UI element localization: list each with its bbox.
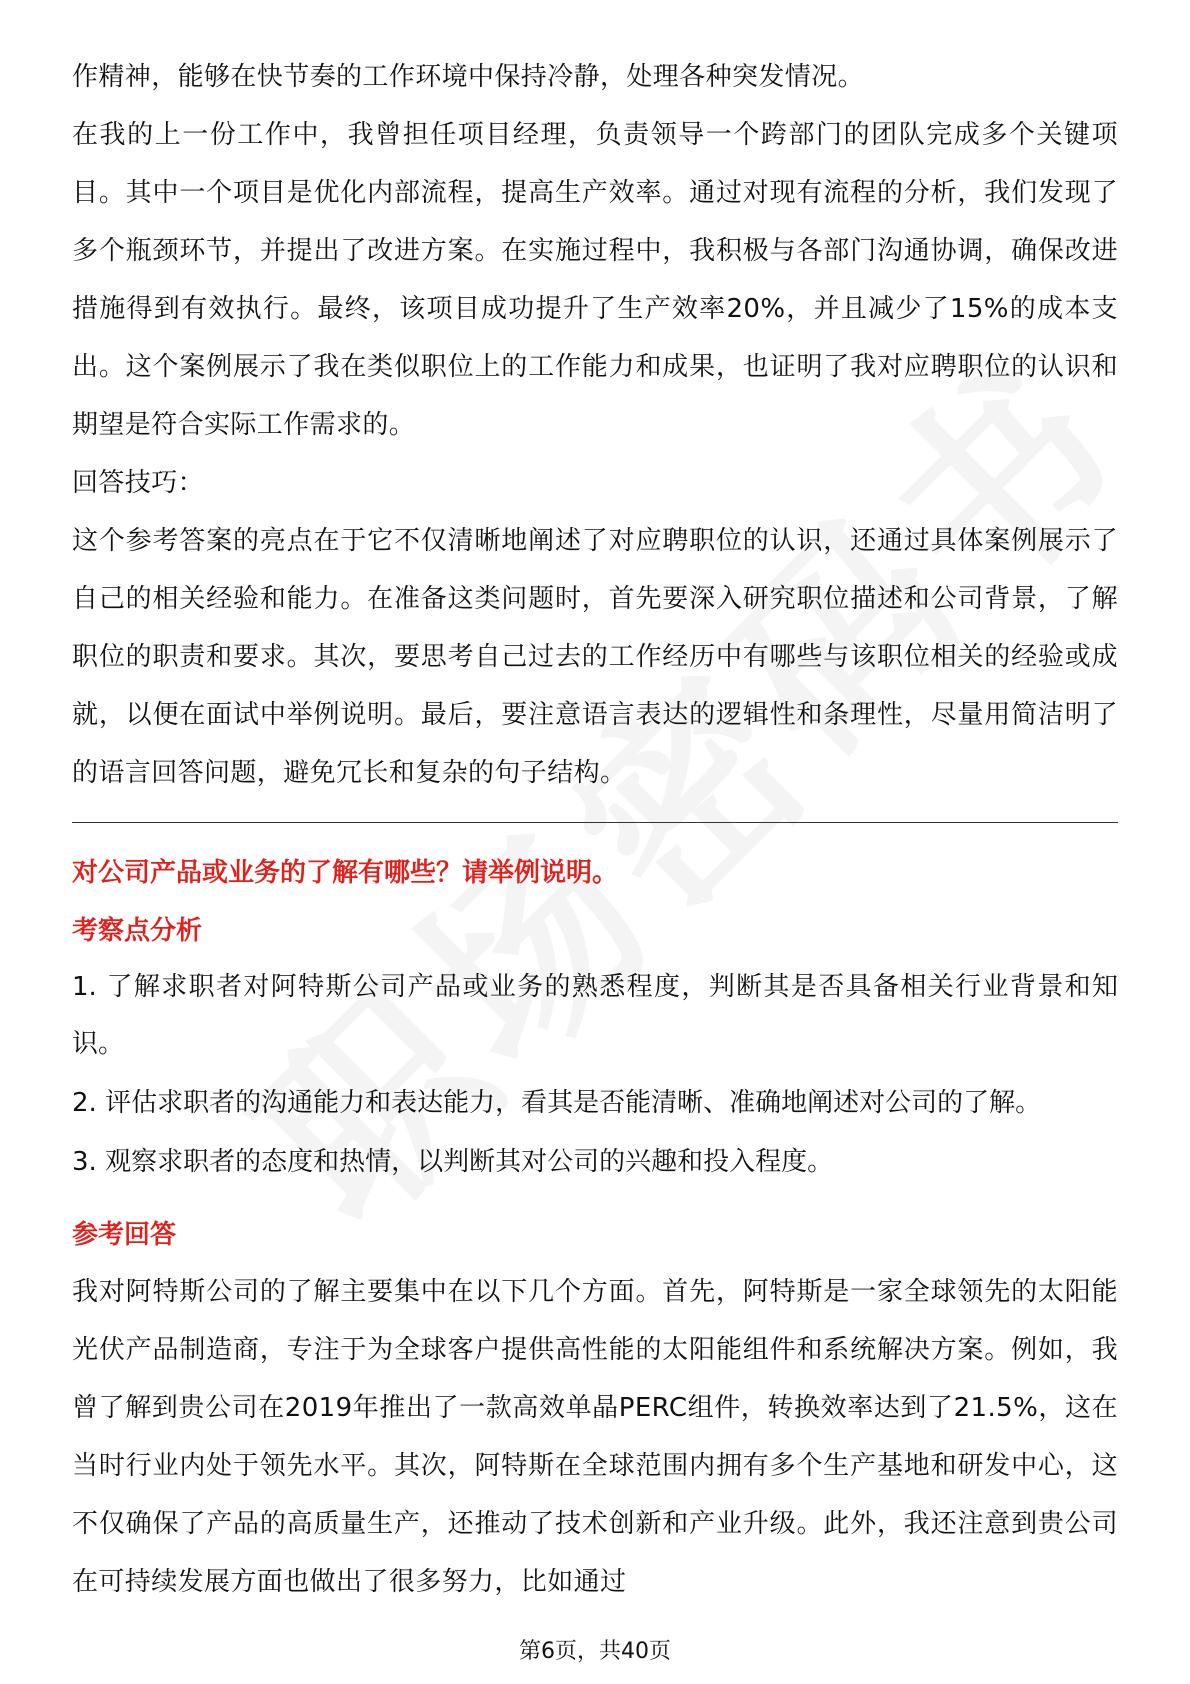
paragraph-example: 在我的上一份工作中，我曾担任项目经理，负责领导一个跨部门的团队完成多个关键项目。其中一个项目是优化内部流程，提高生产效率。通过对现有流程的分析，我们发现了多个瓶颈环节，并提出了改进方案。在实施过程中，我积极与各部门沟通协调，确保改进措施得到有效执行。最终，该项目成功提升了生产效率20%，并且减少了15%的成本支出。这个案例展示了我在类似职位上的工作能力和成果，也证明了我对应聘职位的认识和期望是符合实际工作需求的。 [72, 120, 1118, 440]
page-number: 第6页，共40页 [519, 1639, 671, 1664]
analysis-item-1: 1. 了解求职者对阿特斯公司产品或业务的熟悉程度，判断其是否具备相关行业背景和知识。 [72, 972, 1118, 1059]
analysis-item-3: 3. 观察求职者的态度和热情，以判断其对公司的兴趣和投入程度。 [72, 1147, 834, 1177]
analysis-item-2: 2. 评估求职者的沟通能力和表达能力，看其是否能清晰、准确地阐述对公司的了解。 [72, 1088, 1042, 1118]
answer-heading: 参考回答 [72, 1220, 177, 1250]
paragraph-continuation: 作精神，能够在快节奏的工作环境中保持冷静，处理各种突发情况。 [72, 62, 865, 92]
analysis-heading: 考察点分析 [72, 916, 203, 946]
answer-paragraph: 我对阿特斯公司的了解主要集中在以下几个方面。首先，阿特斯是一家全球领先的太阳能光伏产品制造商，专注于为全球客户提供高性能的太阳能组件和系统解决方案。例如，我曾了解到贵公司在2019年推出了一款高效单晶PERC组件，转换效率达到了21.5%，这在当时行业内处于领先水平。其次，阿特斯在全球范围内拥有多个生产基地和研发中心，这不仅确保了产品的高质量生产，还推动了技术创新和产业升级。此外，我还注意到贵公司在可持续发展方面也做出了很多努力，比如通过 [72, 1277, 1118, 1597]
question-title: 对公司产品或业务的了解有哪些？请举例说明。 [72, 858, 619, 888]
tips-label: 回答技巧： [72, 468, 205, 498]
paragraph-tips: 这个参考答案的亮点在于它不仅清晰地阐述了对应聘职位的认识，还通过具体案例展示了自己的相关经验和能力。在准备这类问题时，首先要深入研究职位描述和公司背景，了解职位的职责和要求。其次，要思考自己过去的工作经历中有哪些与该职位相关的经验或成就，以便在面试中举例说明。最后，要注意语言表达的逻辑性和条理性，尽量用简洁明了的语言回答问题，避免冗长和复杂的句子结构。 [72, 526, 1118, 788]
page-content [72, 48, 1118, 1611]
section-divider [72, 822, 1118, 823]
